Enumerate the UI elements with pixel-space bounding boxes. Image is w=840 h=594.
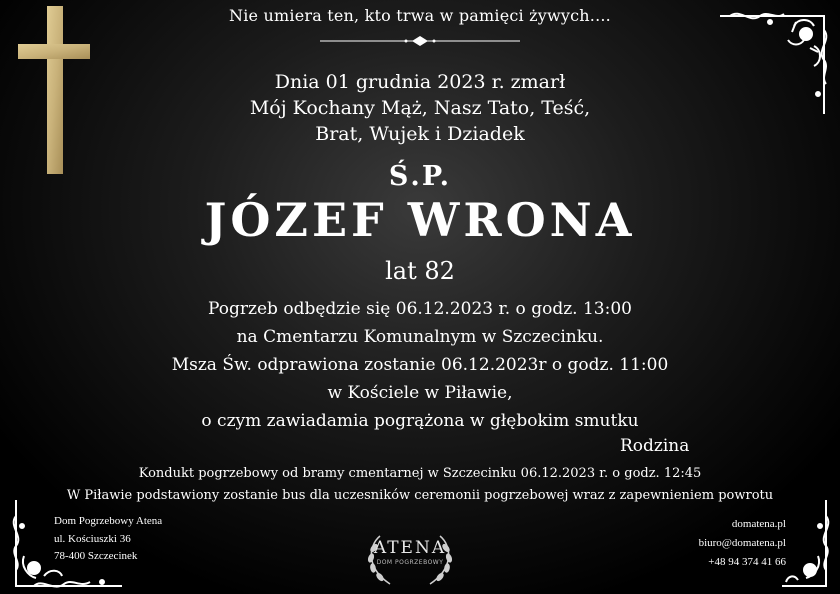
logo-title: ATENA [373, 538, 447, 558]
details-line: Msza Św. odprawiona zostanie 06.12.2023r o godz. 11:00 [171, 355, 669, 375]
funeral-home-street: ul. Kościuszki 36 [54, 533, 131, 545]
procession-note: Kondukt pogrzebowy od bramy cmentarnej w Szczecinku 06.12.2023 r. o godz. 12:45 [138, 466, 702, 481]
contact-website: domatena.pl [731, 518, 786, 530]
deceased-age: lat 82 [385, 257, 455, 285]
family-signature: Rodzina [620, 436, 690, 456]
details-line: Pogrzeb odbędzie się 06.12.2023 r. o godz. 13:00 [208, 299, 632, 319]
floral-corner-ornament-icon [778, 496, 832, 592]
details-line: o czym zawiadamia pogrążona w głębokim smutku [201, 411, 639, 431]
divider-ornament-icon [320, 36, 520, 46]
contact-email: biuro@domatena.pl [698, 537, 786, 549]
bus-note: W Piławie podstawiony zostanie bus dla uczesników ceremonii pogrzebowej wraz z zapewnieniem powrotu [66, 488, 774, 503]
announcement-line: Brat, Wujek i Dziadek [315, 123, 525, 145]
announcement-line: Dnia 01 grudnia 2023 r. zmarł [274, 71, 566, 93]
logo-subtitle: DOM POGRZEBOWY [376, 559, 444, 566]
funeral-home-name: Dom Pogrzebowy Atena [54, 515, 163, 527]
atena-logo [350, 528, 470, 590]
contact-phone: +48 94 374 41 66 [708, 556, 786, 568]
motto: Nie umiera ten, kto trwa w pamięci żywych.... [229, 6, 611, 25]
title-prefix: Ś.P. [388, 161, 452, 192]
funeral-home-city: 78-400 Szczecinek [54, 550, 138, 562]
announcement-line: Mój Kochany Mąż, Nasz Tato, Teść, [249, 97, 591, 119]
deceased-name: JÓZEF WRONA [204, 193, 636, 247]
details-line: na Cmentarzu Komunalnym w Szczecinku. [236, 327, 604, 347]
details-line: w Kościele w Piławie, [327, 383, 513, 403]
